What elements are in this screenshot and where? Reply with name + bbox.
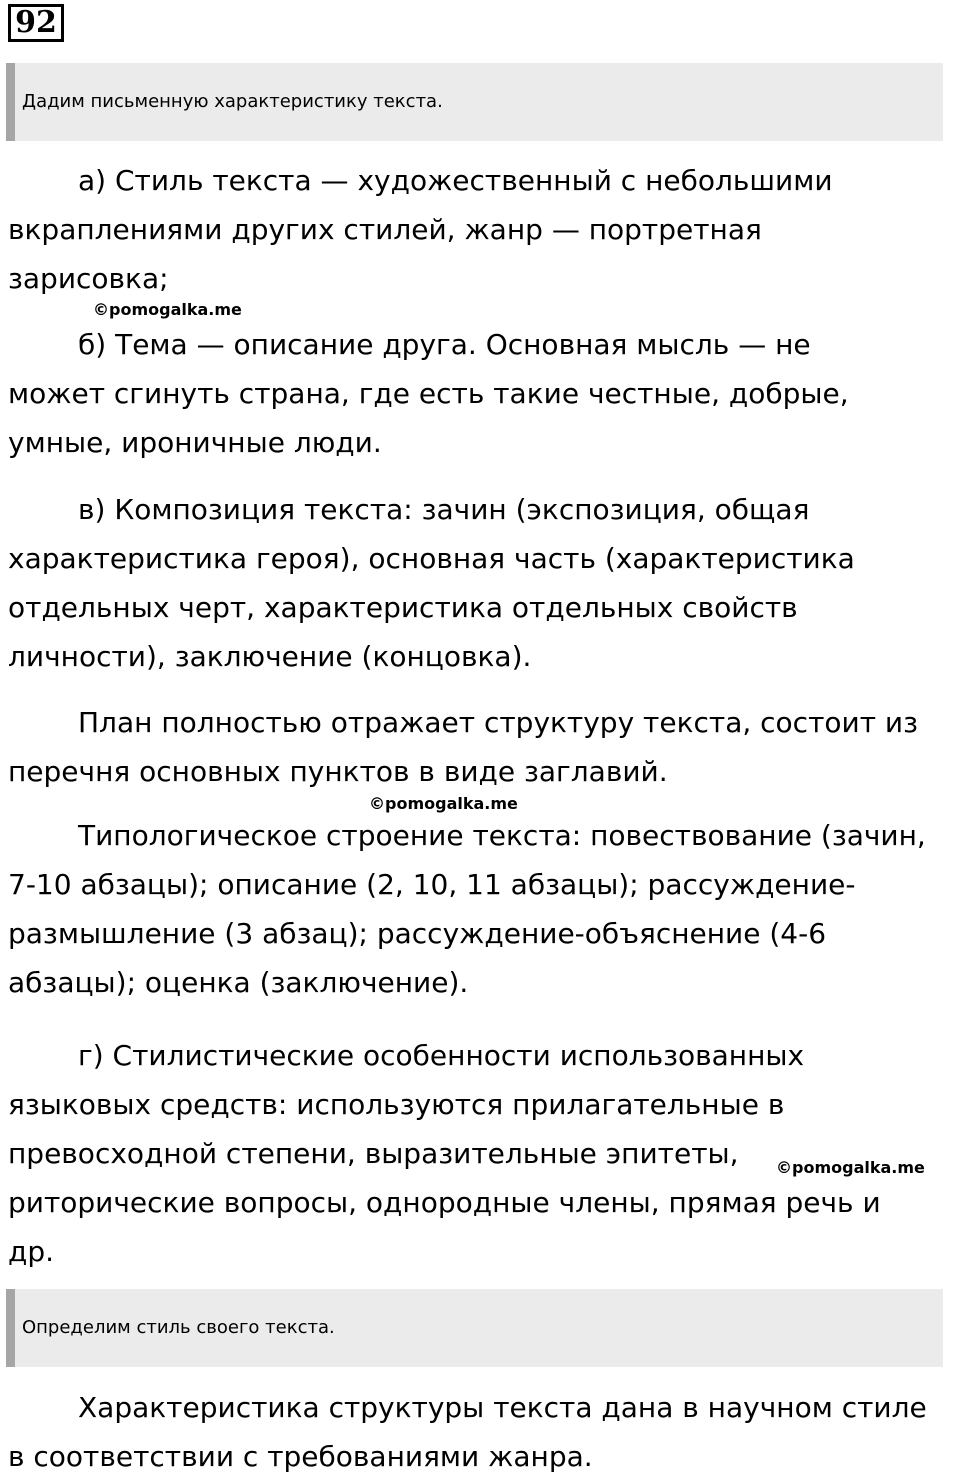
watermark: ©pomogalka.me xyxy=(93,300,242,319)
paragraph-v xyxy=(8,485,855,681)
text-line: в) Композиция текста: зачин (экспозиция, общая xyxy=(78,493,810,526)
text-line: др. xyxy=(8,1235,55,1268)
text-line: личности), заключение (концовка). xyxy=(8,640,532,673)
text-line: зарисовка; xyxy=(8,262,169,295)
text-line: умные, ироничные люди. xyxy=(8,426,382,459)
text-line: может сгинуть страна, где есть такие честные, добрые, xyxy=(8,377,849,410)
section-heading-1: Дадим письменную характеристику текста. xyxy=(6,63,943,141)
paragraph-plan xyxy=(8,698,918,796)
text-line: 7-10 абзацы); описание (2, 10, 11 абзацы); рассуждение- xyxy=(8,868,856,901)
text-line: а) Стиль текста — художественный с небольшими xyxy=(78,164,833,197)
text-line: размышление (3 абзац); рассуждение-объяснение (4-6 xyxy=(8,917,827,950)
text-line: перечня основных пунктов в виде заглавий. xyxy=(8,755,668,788)
paragraph-typology xyxy=(8,811,926,1007)
text-line: характеристика героя), основная часть (характеристика xyxy=(8,542,855,575)
text-line: г) Стилистические особенности использованных xyxy=(78,1039,805,1072)
paragraph-b xyxy=(8,320,849,467)
text-line: План полностью отражает структуру текста, состоит из xyxy=(78,706,919,739)
watermark: ©pomogalka.me xyxy=(776,1158,925,1177)
text-line: риторические вопросы, однородные члены, прямая речь и xyxy=(8,1186,881,1219)
text-line: превосходной степени, выразительные эпитеты, xyxy=(8,1137,739,1170)
text-line: Характеристика структуры текста дана в научном стиле xyxy=(78,1391,927,1424)
text-line: абзацы); оценка (заключение). xyxy=(8,966,469,999)
text-line: в соответствии с требованиями жанра. xyxy=(8,1440,593,1473)
text-line: б) Тема — описание друга. Основная мысль — не xyxy=(78,328,811,361)
text-line: Типологическое строение текста: повествование (зачин, xyxy=(78,819,926,852)
section-heading-2: Определим стиль своего текста. xyxy=(6,1289,943,1367)
text-line: отдельных черт, характеристика отдельных свойств xyxy=(8,591,798,624)
paragraph-g xyxy=(8,1031,881,1276)
text-line: вкраплениями других стилей, жанр — портретная xyxy=(8,213,762,246)
paragraph-final xyxy=(8,1383,927,1481)
task-number: 92 xyxy=(8,4,64,42)
text-line: языковых средств: используются прилагательные в xyxy=(8,1088,785,1121)
watermark: ©pomogalka.me xyxy=(369,794,518,813)
paragraph-a xyxy=(8,156,833,303)
